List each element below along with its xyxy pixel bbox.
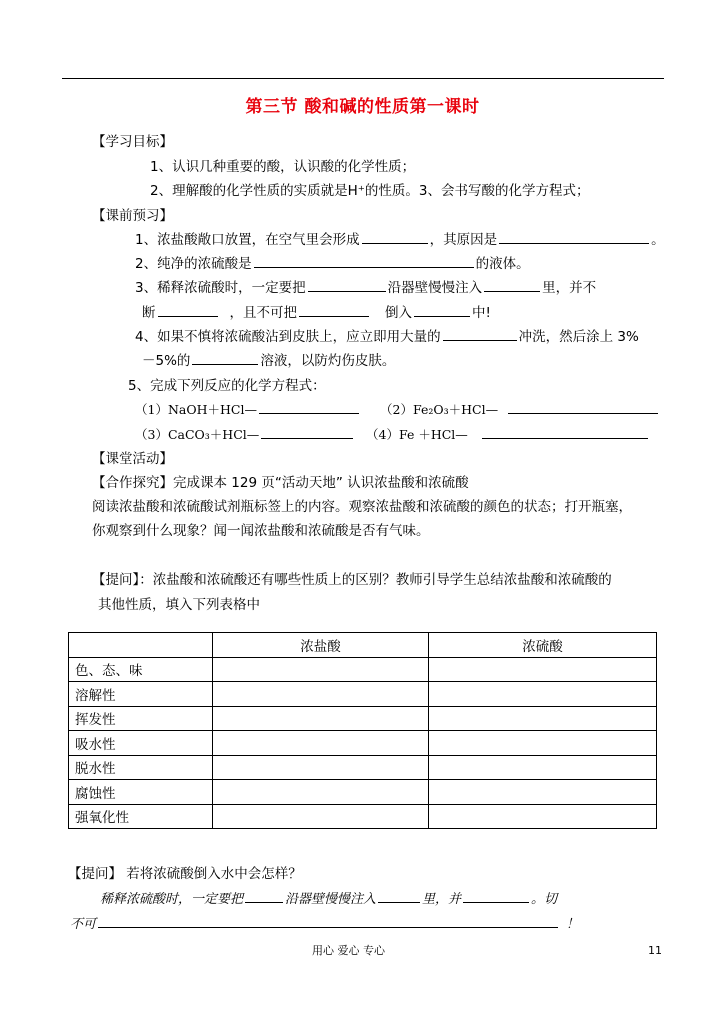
q3-text-d: 断 xyxy=(142,305,156,321)
preview-q2 xyxy=(135,252,530,272)
table-row xyxy=(69,682,657,707)
q3-text-g: 中! xyxy=(472,305,491,321)
row-label: 强氧化性 xyxy=(69,804,213,829)
eq4-blank[interactable] xyxy=(482,424,648,439)
table-row xyxy=(69,780,657,805)
hcl-cell[interactable] xyxy=(213,780,429,805)
q4-text-a: 4、如果不慎将浓硫酸沾到皮肤上，应立即用大量的 xyxy=(135,329,441,345)
q1-text-b: ，其原因是 xyxy=(429,232,498,248)
goal-item-1: 1、认识几种重要的酸，认识酸的化学性质； xyxy=(150,159,416,175)
q3-blank-5[interactable] xyxy=(414,302,470,317)
table-row xyxy=(69,755,657,780)
hcl-cell[interactable] xyxy=(213,755,429,780)
q3-text-c: 里，并不 xyxy=(542,280,597,296)
preview-q1 xyxy=(135,228,665,248)
page-title: 第三节 酸和碱的性质第一课时 xyxy=(245,97,480,117)
table-row xyxy=(69,731,657,756)
h2so4-cell[interactable] xyxy=(429,682,657,707)
eq1-blank[interactable] xyxy=(259,399,359,414)
preview-header: 【课前预习】 xyxy=(92,208,173,224)
question-2-line-1 xyxy=(100,888,557,907)
equation-3 xyxy=(135,424,355,443)
question-1-line-1: 【提问】：浓盐酸和浓硫酸还有哪些性质上的区别？教师引导学生总结浓盐酸和浓硫酸的 xyxy=(92,572,612,588)
q3-text-b: 沿器壁慢慢注入 xyxy=(387,280,483,296)
ask2-text-e: 不可 xyxy=(70,917,97,932)
hcl-cell[interactable] xyxy=(213,682,429,707)
eq2-text: （2）Fe₂O₃＋HCl— xyxy=(380,402,499,417)
table-row xyxy=(69,706,657,731)
q4-text-c: －5%的 xyxy=(142,353,191,369)
eq1-text: （1）NaOH＋HCl— xyxy=(135,402,257,417)
ask2-text-f: ！ xyxy=(566,917,580,932)
q3-blank-3[interactable] xyxy=(158,302,218,317)
page-number: 11 xyxy=(648,944,662,957)
equation-1 xyxy=(135,399,361,418)
q2-blank[interactable] xyxy=(254,253,474,268)
q1-text-c: 。 xyxy=(651,232,665,248)
ask2-text-c: 里，并 xyxy=(422,892,462,907)
read-instruction-1: 阅读浓盐酸和浓硫酸试剂瓶标签上的内容。观察浓盐酸和浓硫酸的颜色的状态；打开瓶塞， xyxy=(92,499,632,515)
row-label: 脱水性 xyxy=(69,755,213,780)
eq4-text: （4）Fe ＋HCl— xyxy=(366,427,468,442)
ask2-blank-1[interactable] xyxy=(245,888,283,903)
q3-text-a: 3、稀释浓硫酸时，一定要把 xyxy=(135,280,306,296)
question-2-line-2 xyxy=(70,913,579,932)
ask2-text-a: 稀释浓硫酸时，一定要把 xyxy=(100,892,244,907)
header-rule xyxy=(62,78,664,79)
table-header-cell: 浓盐酸 xyxy=(213,633,429,658)
q4-text-d: 溶液，以防灼伤皮肤。 xyxy=(260,353,396,369)
ask2-blank-4[interactable] xyxy=(98,913,558,928)
preview-q3-cont xyxy=(142,301,491,321)
table-header-cell xyxy=(69,633,213,658)
activity-header: 【课堂活动】 xyxy=(92,451,173,467)
ask2-blank-2[interactable] xyxy=(378,888,420,903)
table-row xyxy=(69,657,657,682)
preview-q4-cont xyxy=(142,349,395,369)
ask2-text-d: 。切 xyxy=(531,892,558,907)
q3-text-f: 倒入 xyxy=(385,305,412,321)
eq3-text: （3）CaCO₃＋HCl— xyxy=(135,427,260,442)
h2so4-cell[interactable] xyxy=(429,706,657,731)
preview-q3 xyxy=(135,276,596,296)
q1-text-a: 1、浓盐酸敞口放置，在空气里会形成 xyxy=(135,232,360,248)
goals-header: 【学习目标】 xyxy=(92,134,173,150)
equation-2 xyxy=(380,399,660,418)
q3-blank-2[interactable] xyxy=(484,277,540,292)
property-table xyxy=(68,632,657,829)
hcl-cell[interactable] xyxy=(213,657,429,682)
hcl-cell[interactable] xyxy=(213,804,429,829)
q4-text-b: 冲洗，然后涂上 3% xyxy=(518,329,639,345)
row-label: 吸水性 xyxy=(69,731,213,756)
q3-blank-4[interactable] xyxy=(299,302,369,317)
ask2-text-b: 沿器壁慢慢注入 xyxy=(285,892,377,907)
eq2-blank[interactable] xyxy=(508,399,658,414)
eq3-blank[interactable] xyxy=(261,424,353,439)
q2-text-b: 的液体。 xyxy=(475,256,530,272)
read-instruction-2: 你观察到什么现象？闻一闻浓盐酸和浓硫酸是否有气味。 xyxy=(92,523,430,539)
table-header-row xyxy=(69,633,657,658)
coop-explore: 【合作探究】完成课本 129 页“活动天地” 认识浓盐酸和浓硫酸 xyxy=(92,475,469,491)
table-row xyxy=(69,804,657,829)
question-1-line-2: 其他性质，填入下列表格中 xyxy=(98,597,260,613)
q4-blank-1[interactable] xyxy=(443,326,517,341)
row-label: 色、态、味 xyxy=(69,657,213,682)
q1-blank-1[interactable] xyxy=(362,229,428,244)
row-label: 挥发性 xyxy=(69,706,213,731)
q2-text-a: 2、纯净的浓硫酸是 xyxy=(135,256,252,272)
question-2: 【提问】 若将浓硫酸倒入水中会怎样？ xyxy=(68,866,302,882)
q1-blank-2[interactable] xyxy=(499,229,649,244)
h2so4-cell[interactable] xyxy=(429,804,657,829)
table-header-cell: 浓硫酸 xyxy=(429,633,657,658)
q4-blank-2[interactable] xyxy=(192,350,258,365)
ask2-blank-3[interactable] xyxy=(463,888,529,903)
hcl-cell[interactable] xyxy=(213,731,429,756)
q3-blank-1[interactable] xyxy=(308,277,386,292)
footer-motto: 用心 爱心 专心 xyxy=(312,944,385,957)
h2so4-cell[interactable] xyxy=(429,755,657,780)
q3-text-e: ，且不可把 xyxy=(229,305,297,321)
h2so4-cell[interactable] xyxy=(429,780,657,805)
row-label: 腐蚀性 xyxy=(69,780,213,805)
goal-item-2: 2、理解酸的化学性质的实质就是H⁺的性质。3、会书写酸的化学方程式； xyxy=(150,183,590,199)
h2so4-cell[interactable] xyxy=(429,731,657,756)
equation-4 xyxy=(366,424,650,443)
row-label: 溶解性 xyxy=(69,682,213,707)
h2so4-cell[interactable] xyxy=(429,657,657,682)
preview-q4 xyxy=(135,325,639,345)
hcl-cell[interactable] xyxy=(213,706,429,731)
preview-q5: 5、完成下列反应的化学方程式： xyxy=(128,378,326,394)
